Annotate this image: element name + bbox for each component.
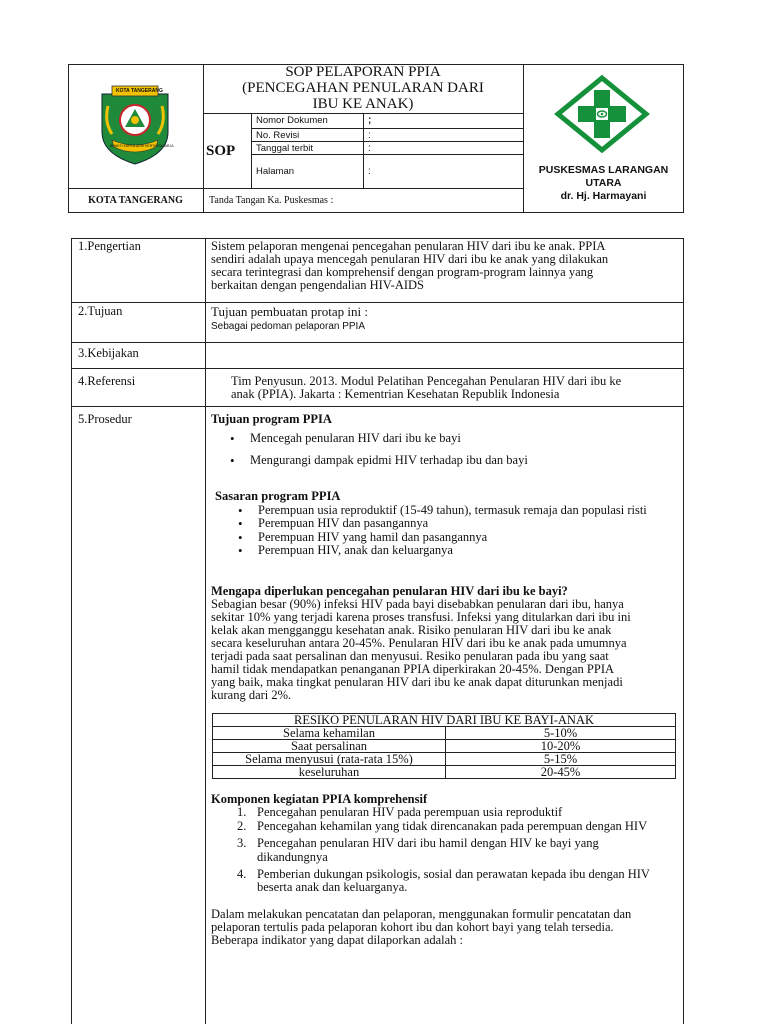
risk-table-title-row — [213, 714, 676, 727]
mengapa-line-4: secara keseluruhan antara 20-45%. Penularan HIV dari ibu ke anak pada umumnya — [211, 636, 627, 650]
sop-label: SOP — [206, 143, 236, 159]
tujuan-program-list — [226, 432, 676, 467]
header-sop-divider — [251, 113, 252, 188]
content-col-divider — [205, 238, 206, 1024]
closing-line-1: Dalam melakukan pencatatan dan pelaporan, menggunakan formulir pencatatan dan — [211, 907, 632, 921]
komponen-list — [215, 806, 665, 894]
komponen-heading: Komponen kegiatan PPIA komprehensif — [211, 792, 428, 806]
table-row — [213, 753, 676, 766]
header-field-col — [363, 113, 364, 188]
row-divider-1 — [71, 302, 684, 303]
komponen-item-text: Pencegahan penularan HIV pada perempuan usia reproduktif — [257, 805, 563, 819]
field-label-nomor-dokumen: Nomor Dokumen — [256, 115, 328, 126]
field-label-halaman: Halaman — [256, 166, 295, 177]
komponen-item — [215, 806, 665, 819]
pengertian-line-2: sendiri adalah upaya mencegah penularan HIV dari ibu ke anak yang dilakukan — [211, 252, 609, 266]
city-label: KOTA TANGERANG — [88, 195, 183, 206]
row-divider-2 — [71, 342, 684, 343]
mengapa-line-2: sekitar 10% yang terjadi karena proses transfusi. Infeksi yang ditularkan dari ibu ini — [211, 610, 631, 624]
field-label-no-revisi: No. Revisi — [256, 130, 300, 141]
mengapa-line-7: yang baik, maka tingkat penularan HIV dari ibu ke anak dapat diturunkan menjadi — [211, 675, 623, 689]
komponen-item — [215, 837, 665, 863]
sasaran-program-item: • Perempuan usia reproduktif (15-49 tahun), termasuk remaja dan populasi risti — [234, 504, 674, 517]
signature-label: Tanda Tangan Ka. Puskesmas : — [209, 195, 334, 206]
table-row — [213, 740, 676, 753]
risk-stage-cell: Saat persalinan — [213, 740, 446, 753]
komponen-item-text: Pemberian dukungan psikologis, sosial dan perawatan kepada ibu dengan HIV beserta anak dan keluarganya. — [257, 866, 650, 895]
referensi-line-1: Tim Penyusun. 2013. Modul Pelatihan Pencegahan Penularan HIV dari ibu ke — [231, 374, 622, 388]
komponen-item-number: 4. — [237, 866, 247, 881]
sasaran-program-item: • Perempuan HIV, anak dan keluarganya — [234, 544, 674, 558]
header-field-row-3 — [251, 154, 523, 155]
komponen-item-number: 1. — [237, 805, 247, 819]
label-kebijakan: 3.Kebijakan — [78, 346, 139, 360]
sasaran-program-item: • Perempuan HIV yang hamil dan pasangannya — [234, 531, 674, 545]
table-row — [213, 766, 676, 779]
closing-line-3: Beberapa indikator yang dapat dilaporkan adalah : — [211, 933, 463, 947]
tujuan-line-1: Tujuan pembuatan protap ini : — [211, 304, 368, 319]
label-prosedur: 5.Prosedur — [78, 412, 132, 426]
pengertian-line-3: secara terintegrasi dan komprehensif dengan program-program lainnya yang — [211, 265, 594, 279]
komponen-item-text: Pencegahan penularan HIV dari ibu hamil dengan HIV ke bayi yang dikandungnya — [257, 836, 599, 864]
field-value-nomor-dokumen: ; — [368, 115, 372, 126]
risk-table-title: RESIKO PENULARAN HIV DARI IBU KE BAYI-ANAK — [213, 714, 676, 727]
komponen-item — [215, 820, 665, 833]
mengapa-line-3: kelak akan mengganggu kesehatan anak. Risiko penularan HIV dari ibu ke anak — [211, 623, 612, 637]
kota-tangerang-logo — [92, 84, 178, 166]
sop-title-line-1: SOP PELAPORAN PPIA — [285, 64, 441, 80]
risk-value-cell: 20-45% — [446, 766, 676, 779]
field-value-tanggal-terbit: : — [368, 143, 371, 154]
puskesmas-logo — [556, 76, 648, 152]
label-pengertian: 1.Pengertian — [78, 239, 141, 253]
label-referensi: 4.Referensi — [78, 374, 136, 388]
header-field-row-2 — [251, 141, 523, 142]
org-name-line-2: UTARA — [585, 177, 622, 189]
tujuan-line-2: Sebagai pedoman pelaporan PPIA — [211, 321, 366, 332]
logo-motto: BHAKTI KARYA ADHI KERTA RAHARJA — [110, 144, 174, 148]
row-divider-4 — [71, 406, 684, 407]
closing-line-2: pelaporan tertulis pada pelaporan kohort ibu dan kohort bayi yang telah tersedia. — [211, 920, 614, 934]
risk-value-cell: 5-10% — [446, 727, 676, 740]
risk-value-cell: 5-15% — [446, 753, 676, 766]
org-name-line-1: PUSKESMAS LARANGAN — [538, 164, 669, 176]
mengapa-heading: Mengapa diperlukan pencegahan penularan HIV dari ibu ke bayi? — [211, 584, 568, 598]
mengapa-line-1: Sebagian besar (90%) infeksi HIV pada bayi disebabkan penularan dari ibu, hanya — [211, 597, 624, 611]
komponen-item-text: Pencegahan kehamilan yang tidak direncanakan pada perempuan dengan HIV — [257, 819, 648, 834]
risk-stage-cell: Selama menyusui (rata-rata 15%) — [213, 753, 446, 766]
sasaran-program-list — [234, 504, 674, 558]
header-footer-line — [68, 188, 523, 189]
sasaran-program-heading: Sasaran program PPIA — [215, 489, 341, 503]
mengapa-line-8: kurang dari 2%. — [211, 688, 292, 702]
risk-stage-cell: keseluruhan — [213, 766, 446, 779]
header-field-row-1 — [251, 128, 523, 129]
risk-table — [212, 713, 676, 779]
field-value-halaman: : — [368, 166, 371, 177]
row-divider-3 — [71, 368, 684, 369]
komponen-item-number: 2. — [237, 819, 247, 834]
mengapa-line-6: hamil tidak mendapatkan penanganan PPIA diperkirakan 20-45%. Dengan PPIA — [211, 662, 615, 676]
pengertian-line-4: berkaitan dengan pengendalian HIV-AIDS — [211, 278, 425, 292]
tujuan-program-heading: Tujuan program PPIA — [211, 412, 332, 426]
risk-value-cell: 10-20% — [446, 740, 676, 753]
referensi-line-2: anak (PPIA). Jakarta : Kementrian Kesehatan Republik Indonesia — [231, 387, 560, 401]
sop-title-line-2: (PENCEGAHAN PENULARAN DARI — [242, 80, 484, 96]
komponen-item-number: 3. — [237, 836, 247, 851]
head-name: dr. Hj. Harmayani — [560, 190, 647, 202]
risk-stage-cell: Selama kehamilan — [213, 727, 446, 740]
komponen-item — [215, 868, 665, 894]
sop-title-line-3: IBU KE ANAK) — [312, 96, 414, 112]
tujuan-program-item: • Mencegah penularan HIV dari ibu ke bayi — [226, 432, 676, 446]
sasaran-program-item: • Perempuan HIV dan pasangannya — [234, 517, 674, 531]
table-row — [213, 727, 676, 740]
logo-title: KOTA TANGERANG — [116, 88, 163, 94]
pengertian-line-1: Sistem pelaporan mengenai pencegahan penularan HIV dari ibu ke anak. PPIA — [211, 239, 606, 253]
mengapa-line-5: terjadi pada saat persalinan dan menyusui. Resiko penularan pada ibu yang saat — [211, 649, 609, 663]
tujuan-program-item: • Mengurangi dampak epidmi HIV terhadap ibu dan bayi — [226, 454, 676, 468]
field-value-no-revisi: : — [368, 130, 371, 141]
label-tujuan: 2.Tujuan — [78, 304, 123, 318]
field-label-tanggal-terbit: Tanggal terbit — [256, 143, 314, 154]
